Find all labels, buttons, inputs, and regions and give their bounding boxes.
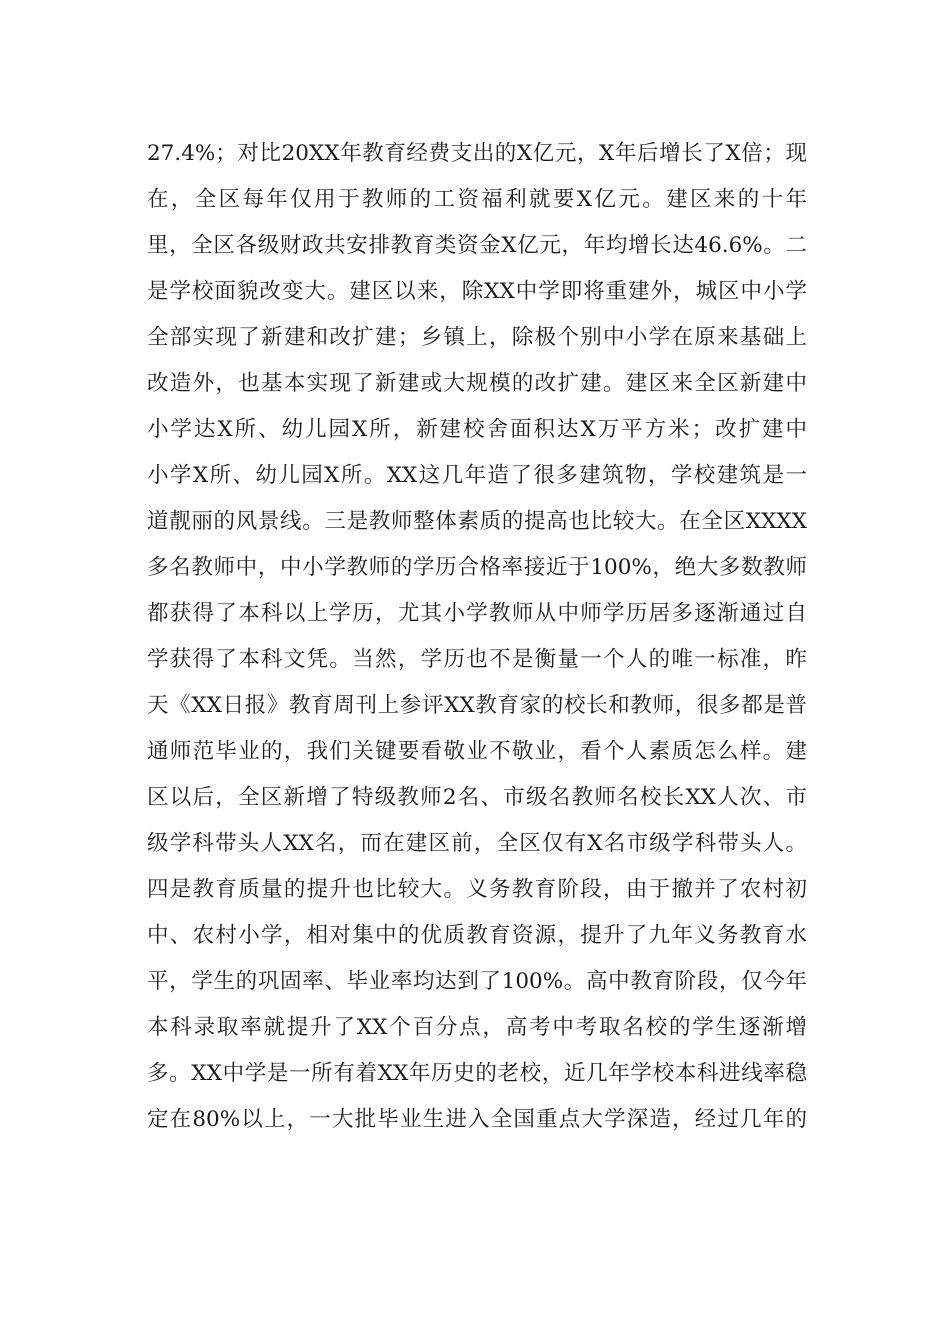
body-text-line-16: 级学科带头人XX名，而在建区前，全区仅有X名市级学科带头人。 xyxy=(147,831,807,856)
body-text-line-5: 全部实现了新建和改扩建；乡镇上，除极个别中小学在原来基础上 xyxy=(147,325,807,350)
body-text-line-3: 里，全区各级财政共安排教育类资金X亿元，年均增长达46.6%。二 xyxy=(147,233,807,258)
body-text-line-19: 平，学生的巩固率、毕业率均达到了100%。高中教育阶段，仅今年 xyxy=(147,969,807,994)
body-text-line-9: 道靓丽的风景线。三是教师整体素质的提高也比较大。在全区XXXX xyxy=(147,509,807,534)
body-text-line-20: 本科录取率就提升了XX个百分点，高考中考取名校的学生逐渐增 xyxy=(147,1015,807,1040)
body-text-line-10: 多名教师中，中小学教师的学历合格率接近于100%，绝大多数教师 xyxy=(147,555,807,580)
body-text-line-2: 在，全区每年仅用于教师的工资福利就要X亿元。建区来的十年 xyxy=(147,187,807,212)
body-text-line-21: 多。XX中学是一所有着XX年历史的老校，近几年学校本科进线率稳 xyxy=(147,1061,807,1086)
body-text-line-1: 27.4%；对比20XX年教育经费支出的X亿元，X年后增长了X倍；现 xyxy=(147,141,807,166)
body-text-line-22: 定在80%以上，一大批毕业生进入全国重点大学深造，经过几年的 xyxy=(147,1107,807,1132)
body-text-line-11: 都获得了本科以上学历，尤其小学教师从中师学历居多逐渐通过自 xyxy=(147,601,807,626)
body-text-line-15: 区以后，全区新增了特级教师2名、市级名教师名校长XX人次、市 xyxy=(147,785,807,810)
body-text-line-6: 改造外，也基本实现了新建或大规模的改扩建。建区来全区新建中 xyxy=(147,371,807,396)
body-text-line-4: 是学校面貌改变大。建区以来，除XX中学即将重建外，城区中小学 xyxy=(147,279,807,304)
body-text-line-12: 学获得了本科文凭。当然，学历也不是衡量一个人的唯一标准，昨 xyxy=(147,647,807,672)
body-text-line-8: 小学X所、幼儿园X所。XX这几年造了很多建筑物，学校建筑是一 xyxy=(147,463,807,488)
body-text-line-18: 中、农村小学，相对集中的优质教育资源，提升了九年义务教育水 xyxy=(147,923,807,948)
body-text-line-7: 小学达X所、幼儿园X所，新建校舍面积达X万平方米；改扩建中 xyxy=(147,417,807,442)
body-text-line-17: 四是教育质量的提升也比较大。义务教育阶段，由于撤并了农村初 xyxy=(147,877,807,902)
body-text-line-14: 通师范毕业的，我们关键要看敬业不敬业，看个人素质怎么样。建 xyxy=(147,739,807,764)
body-text-line-13: 天《XX日报》教育周刊上参评XX教育家的校长和教师，很多都是普 xyxy=(147,693,807,718)
